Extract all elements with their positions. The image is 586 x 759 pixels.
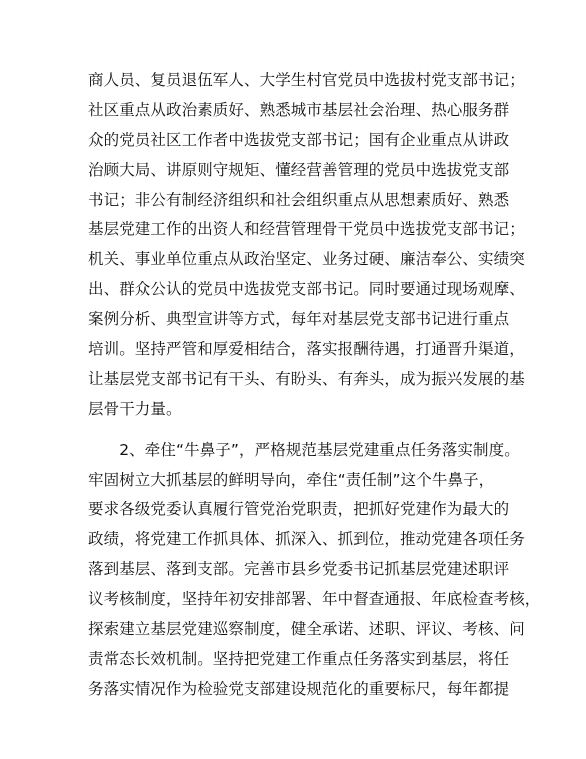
text-line: 2、牵住“牛鼻子”，严格规范基层党建重点任务落实制度。 (88, 440, 520, 459)
text-line: 治顾大局、讲原则守规矩、懂经营善管理的党员中选拔党支部 (88, 160, 510, 179)
text-line: 社区重点从政治素质好、熟悉城市基层社会治理、热心服务群 (88, 100, 510, 119)
text-line: 政绩，将党建工作抓具体、抓深入、抓到位，推动党建各项任务 (88, 530, 525, 549)
text-line: 务落实情况作为检验党支部建设规范化的重要标尺，每年都提 (88, 679, 510, 698)
text-line: 层骨干力量。 (88, 399, 182, 418)
text-line: 基层党建工作的出资人和经营管理骨干党员中选拔党支部书记； (88, 220, 525, 239)
text-line: 议考核制度，坚持年初安排部署、年中督查通报、年底检查考核， (88, 590, 541, 609)
text-line: 培训。坚持严管和厚爱相结合，落实报酬待遇，打通晋升渠道， (88, 340, 525, 359)
text-line: 让基层党支部书记有干头、有盼头、有奔头，成为振兴发展的基 (88, 369, 525, 388)
text-line: 出、群众公认的党员中选拔党支部书记。同时要通过现场观摩、 (88, 280, 525, 299)
text-line: 牢固树立大抓基层的鲜明导向，牵住“责任制”这个牛鼻子， (88, 470, 495, 489)
paragraph-gap (88, 425, 508, 436)
paragraph-1 (88, 66, 525, 425)
text-line: 众的党员社区工作者中选拔党支部书记；国有企业重点从讲政 (88, 130, 510, 149)
text-line: 责常态长效机制。坚持把党建工作重点任务落实到基层，将任 (88, 649, 510, 668)
paragraph-2 (88, 436, 541, 705)
text-line: 商人员、复员退伍军人、大学生村官党员中选拔村党支部书记； (88, 71, 525, 89)
text-line: 探索建立基层党建巡察制度，健全承诺、述职、评议、考核、问 (88, 620, 525, 639)
document-body (88, 66, 541, 705)
text-line: 机关、事业单位重点从政治坚定、业务过硬、廉洁奉公、实绩突 (88, 250, 525, 269)
text-line: 要求各级党委认真履行管党治党职责，把抓好党建作为最大的 (88, 500, 510, 519)
text-line: 案例分析、典型宣讲等方式，每年对基层党支部书记进行重点 (88, 310, 510, 329)
text-line: 书记；非公有制经济组织和社会组织重点从思想素质好、熟悉 (88, 190, 510, 209)
text-line: 落到基层、落到支部。完善市县乡党委书记抓基层党建述职评 (88, 560, 510, 579)
